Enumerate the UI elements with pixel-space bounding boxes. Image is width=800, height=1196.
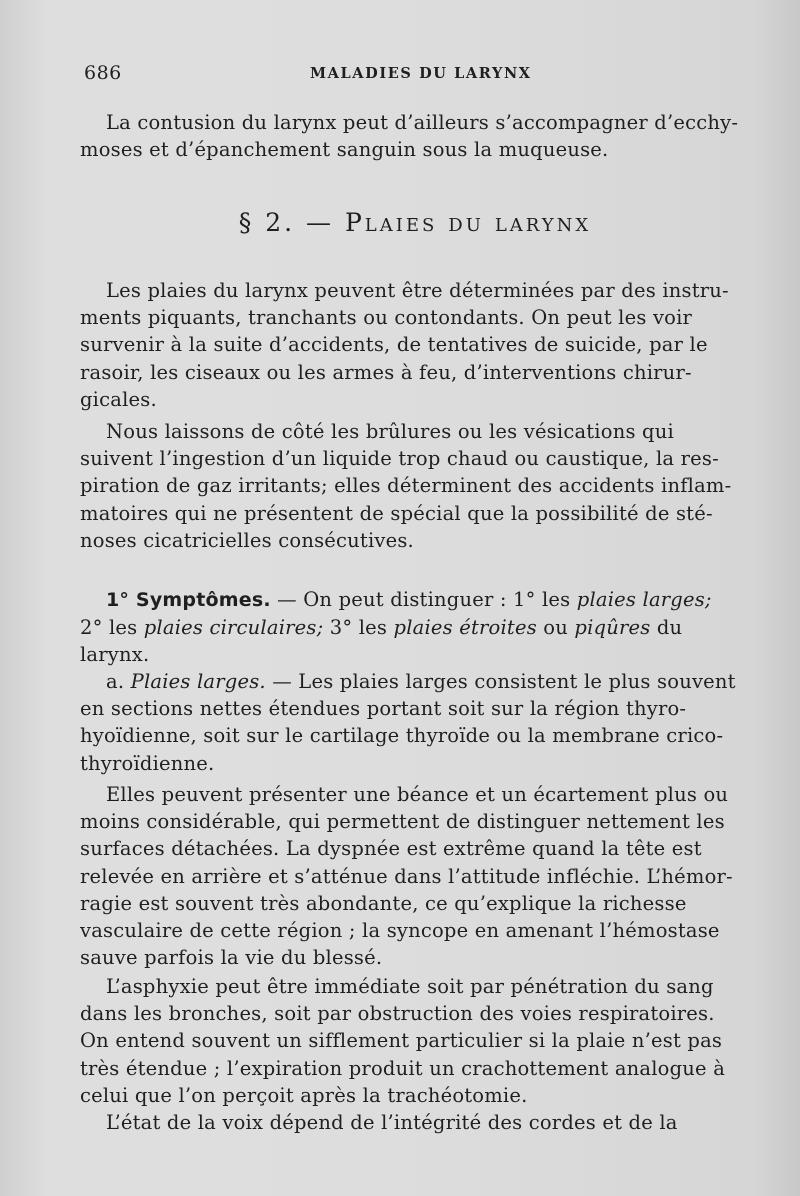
text-line: suivent l’ingestion d’un liquide trop chaud ou caustique, la res-	[80, 447, 719, 471]
paragraph-causes	[80, 277, 750, 413]
text-line: L’état de la voix dépend de l’intégrité des cordes et de la	[106, 1111, 678, 1134]
text-run: — Les plaies larges consistent le plus souvent	[265, 670, 736, 693]
text-line: rasoir, les ciseaux ou les armes à feu, d’interventions chirur-	[80, 360, 692, 384]
text-line: très étendue ; l’expiration produit un crachottement analogue à	[80, 1056, 726, 1080]
text-line: thyroïdienne.	[80, 751, 215, 775]
text-line: en sections nettes étendues portant soit sur la région thyro-	[80, 697, 687, 721]
text-line: On entend souvent un sifflement particulier si la plaie n’est pas	[80, 1029, 723, 1053]
italic-run: plaies étroites	[393, 616, 537, 640]
italic-run: plaies larges;	[576, 588, 712, 611]
text-line: piration de gaz irritants; elles déterminent des accidents inflam-	[80, 474, 732, 498]
text-line: La contusion du larynx peut d’ailleurs s’accompagner d’ecchy-	[106, 111, 739, 134]
paragraph-asphyxie	[80, 973, 750, 1109]
text-run: ou	[536, 616, 575, 640]
text-line: dans les bronches, soit par obstruction des voies respiratoires.	[80, 1002, 715, 1026]
italic-run: Plaies larges.	[130, 670, 266, 693]
text-line	[80, 586, 750, 614]
symptoms-heading: 1° Symptômes.	[106, 589, 271, 611]
italic-run: piqûres	[574, 616, 651, 640]
text-run: — On peut distinguer : 1° les	[270, 588, 577, 611]
italic-run: plaies circulaires;	[143, 616, 324, 640]
text-run: 2° les	[80, 616, 144, 640]
text-line: surfaces détachées. La dyspnée est extrême quand la tête est	[80, 837, 702, 861]
section-title: Plaies du larynx	[344, 208, 592, 237]
text-line: Elles peuvent présenter une béance et un écartement plus ou	[106, 783, 729, 806]
paragraph-symptoms	[80, 586, 750, 669]
text-run: du	[650, 616, 683, 640]
paragraph-burns	[80, 418, 750, 554]
text-line: hyoïdienne, soit sur le cartilage thyroïde ou la membrane crico-	[80, 724, 724, 748]
text-run: a.	[106, 670, 131, 693]
text-line: survenir à la suite d’accidents, de tentatives de suicide, par le	[80, 333, 708, 357]
text-line: larynx.	[80, 643, 150, 667]
text-line	[80, 614, 750, 641]
page-number: 686	[84, 62, 122, 84]
intro-paragraph	[80, 109, 750, 163]
paragraph-plaies-larges	[80, 668, 750, 777]
text-line: vasculaire de cette région ; la syncope en amenant l’hémostase	[80, 919, 720, 943]
text-line: matoires qui ne présentent de spécial que la possibilité de sté-	[80, 501, 713, 525]
text-line: gicales.	[80, 387, 157, 411]
text-run: 3° les	[323, 616, 394, 640]
text-line: relevée en arrière et s’atténue dans l’attitude infléchie. L’hémor-	[80, 864, 733, 888]
paragraph-beance	[80, 781, 750, 971]
text-line: noses cicatricielles consécutives.	[80, 528, 414, 552]
text-line: L’asphyxie peut être immédiate soit par pénétration du sang	[106, 975, 714, 998]
text-line: ments piquants, tranchants ou contondants. On peut les voir	[80, 306, 693, 330]
text-line	[80, 668, 750, 695]
section-number: § 2. —	[238, 208, 335, 237]
text-line: Les plaies du larynx peuvent être déterminées par des instru-	[106, 279, 729, 302]
section-heading	[80, 208, 750, 237]
running-title: MALADIES DU LARYNX	[310, 65, 532, 82]
text-line: sauve parfois la vie du blessé.	[80, 946, 383, 970]
paragraph-voix	[80, 1109, 750, 1136]
text-line: Nous laissons de côté les brûlures ou les vésications qui	[106, 420, 674, 443]
text-line: moins considérable, qui permettent de distinguer nettement les	[80, 810, 725, 834]
text-line: celui que l’on perçoit après la trachéotomie.	[80, 1083, 528, 1107]
text-line: ragie est souvent très abondante, ce qu’explique la richesse	[80, 891, 687, 915]
text-line: moses et d’épanchement sanguin sous la muqueuse.	[80, 138, 609, 162]
running-header	[80, 62, 750, 86]
